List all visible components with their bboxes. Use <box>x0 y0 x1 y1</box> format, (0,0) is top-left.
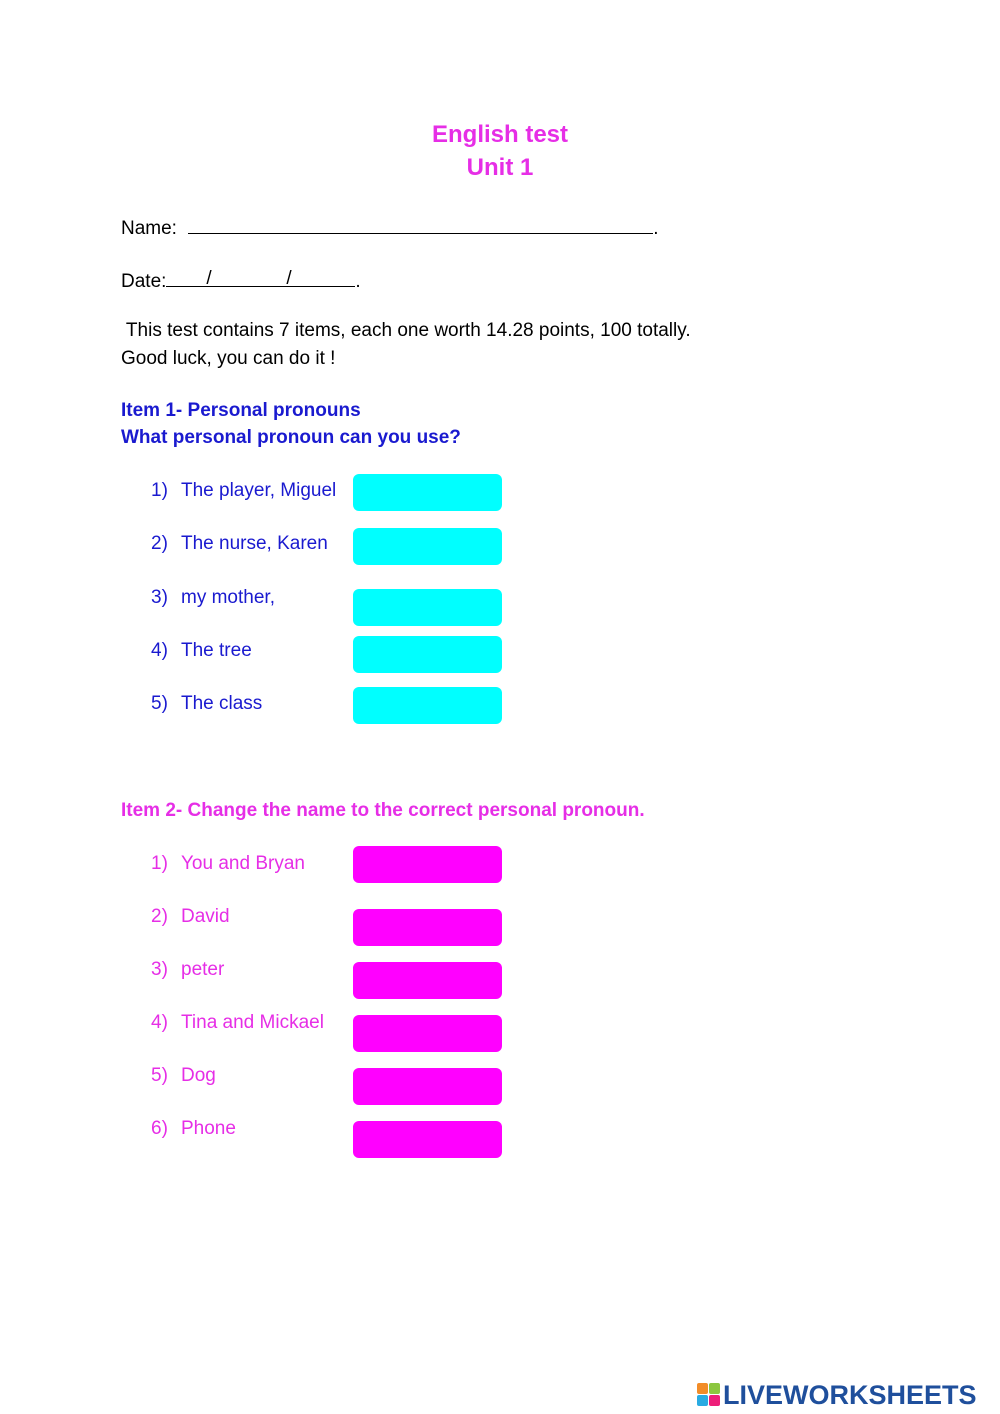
item1-question-1 <box>151 480 336 502</box>
item1-answer-3-input[interactable] <box>353 589 502 626</box>
question-number: 4) <box>151 640 168 661</box>
item2-answer-3-input[interactable] <box>353 962 502 999</box>
question-text: The nurse, Karen <box>181 533 328 554</box>
item1-question-4 <box>151 640 252 662</box>
liveworksheets-logo-icon <box>697 1383 721 1407</box>
question-number: 2) <box>151 906 168 927</box>
question-text: peter <box>181 959 225 980</box>
question-text: The tree <box>181 640 252 661</box>
name-label: Name: <box>121 218 177 239</box>
item1-question: What personal pronoun can you use? <box>121 427 461 448</box>
question-number: 5) <box>151 1065 168 1086</box>
intro-line-1: This test contains 7 items, each one worth 14.28 points, 100 totally. <box>121 320 691 341</box>
item2-answer-6-input[interactable] <box>353 1121 502 1158</box>
question-text: Dog <box>181 1065 216 1086</box>
question-number: 3) <box>151 959 168 980</box>
item1-question-2 <box>151 533 328 555</box>
question-text: David <box>181 906 230 927</box>
question-text: The player, Miguel <box>181 480 337 501</box>
item1-answer-5-input[interactable] <box>353 687 502 724</box>
page-title: English test <box>431 121 569 148</box>
name-line[interactable] <box>188 215 653 234</box>
date-line[interactable] <box>166 268 355 287</box>
question-number: 3) <box>151 587 168 608</box>
item2-answer-1-input[interactable] <box>353 846 502 883</box>
item2-title: Item 2- Change the name to the correct personal pronoun. <box>121 800 645 821</box>
item2-answer-5-input[interactable] <box>353 1068 502 1105</box>
item2-question-3 <box>151 959 224 981</box>
item2-question-6 <box>151 1118 236 1140</box>
item1-answer-1-input[interactable] <box>353 474 502 511</box>
name-end: . <box>653 218 659 239</box>
item1-question-5 <box>151 693 262 715</box>
item2-question-5 <box>151 1065 216 1087</box>
page-subtitle: Unit 1 <box>466 154 534 181</box>
item2-question-2 <box>151 906 230 928</box>
item1-answer-4-input[interactable] <box>353 636 502 673</box>
item2-answer-4-input[interactable] <box>353 1015 502 1052</box>
brand-name: LIVEWORKSHEETS <box>723 1380 977 1410</box>
question-text: Phone <box>181 1118 236 1139</box>
intro-line-2: Good luck, you can do it ! <box>121 348 336 369</box>
item1-title: Item 1- Personal pronouns <box>121 400 361 421</box>
item1-answer-2-input[interactable] <box>353 528 502 565</box>
question-number: 6) <box>151 1118 168 1139</box>
item1-heading <box>121 397 461 451</box>
date-separator-2: / <box>286 268 292 289</box>
item2-answer-2-input[interactable] <box>353 909 502 946</box>
item2-question-4 <box>151 1012 324 1034</box>
question-text: You and Bryan <box>181 853 305 874</box>
question-number: 5) <box>151 693 168 714</box>
date-label: Date: <box>121 271 167 292</box>
question-number: 1) <box>151 853 168 874</box>
intro-text <box>121 317 691 373</box>
date-field-row <box>121 268 361 293</box>
question-number: 1) <box>151 480 168 501</box>
question-number: 2) <box>151 533 168 554</box>
item1-question-3 <box>151 587 275 609</box>
date-end: . <box>355 271 361 292</box>
liveworksheets-brand <box>697 1380 977 1410</box>
item2-question-1 <box>151 853 305 875</box>
question-number: 4) <box>151 1012 168 1033</box>
question-text: my mother, <box>181 587 275 608</box>
question-text: Tina and Mickael <box>181 1012 324 1033</box>
name-field-row <box>121 215 659 240</box>
date-separator-1: / <box>206 268 212 289</box>
question-text: The class <box>181 693 263 714</box>
